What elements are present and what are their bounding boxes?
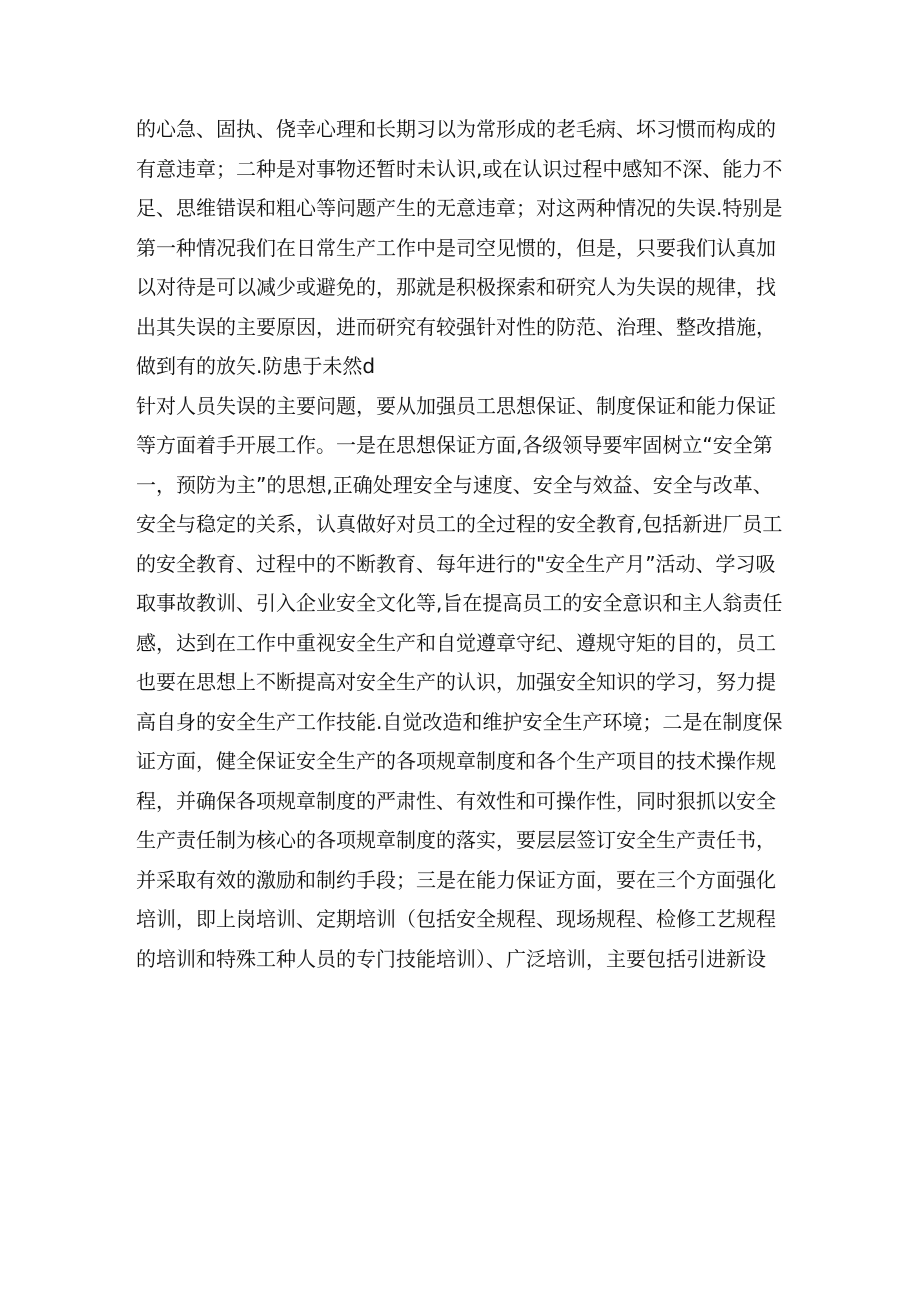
text-line: 程，并确保各项规章制度的严肃性、有效性和可操作性，同时狠抓以安全 — [136, 788, 776, 813]
text-line: 高自身的安全生产工作技能.自觉改造和维护安全生产环境；二是在制度保 — [136, 709, 783, 734]
text-line: 出其失误的主要原因，进而研究有较强针对性的防范、治理、整改措施， — [136, 314, 776, 339]
text-line: 并采取有效的激励和制约手段；三是在能力保证方面，要在三个方面强化 — [136, 867, 776, 892]
text-line: 安全与稳定的关系，认真做好对员工的全过程的安全教育,包括新进厂员工 — [136, 512, 783, 536]
text-line: 等方面着手开展工作。一是在思想保证方面,各级领导要牢固树立“安全第 — [136, 433, 773, 457]
text-line: 培训，即上岗培训、定期培训（包括安全规程、现场规程、检修工艺规程 — [136, 907, 776, 931]
text-line: 证方面，健全保证安全生产的各项规章制度和各个生产项目的技术操作规 — [136, 749, 776, 773]
text-line: 一，预防为主”的思想,正确处理安全与速度、安全与效益、安全与改革、 — [136, 472, 773, 497]
text-line: 做到有的放矢.防患于未然d — [136, 354, 376, 378]
text-line: 的安全教育、过程中的不断教育、每年进行的"安全生产月”活动、学习吸 — [136, 551, 776, 576]
text-line: 的培训和特殊工种人员的专门技能培训）、广泛培训，主要包括引进新设 — [136, 946, 766, 971]
text-line: 第一种情况我们在日常生产工作中是司空见惯的，但是，只要我们认真加 — [136, 235, 776, 260]
text-line: 足、思维错误和粗心等问题产生的无意违章；对这两种情况的失误.特别是 — [136, 196, 783, 220]
text-line: 的心急、固执、侥幸心理和长期习以为常形成的老毛病、坏习惯而构成的 — [136, 117, 776, 141]
text-line: 有意违章；二种是对事物还暂时未认识,或在认识过程中感知不深、能力不 — [136, 156, 783, 181]
text-line: 感，达到在工作中重视安全生产和自觉遵章守纪、遵规守矩的目的，员工 — [136, 630, 776, 655]
text-line: 生产责任制为核心的各项规章制度的落实，要层层签订安全生产责任书， — [136, 828, 776, 852]
text-line: 针对人员失误的主要问题，要从加强员工思想保证、制度保证和能力保证 — [136, 393, 776, 418]
body-text — [136, 110, 796, 979]
text-line: 以对待是可以减少或避免的，那就是积极探索和研究人为失误的规律，找 — [136, 275, 776, 299]
text-line: 取事故教训、引入企业安全文化等,旨在提高员工的安全意识和主人翁责任 — [136, 591, 783, 615]
text-line: 也要在思想上不断提高对安全生产的认识，加强安全知识的学习，努力提 — [136, 670, 776, 694]
